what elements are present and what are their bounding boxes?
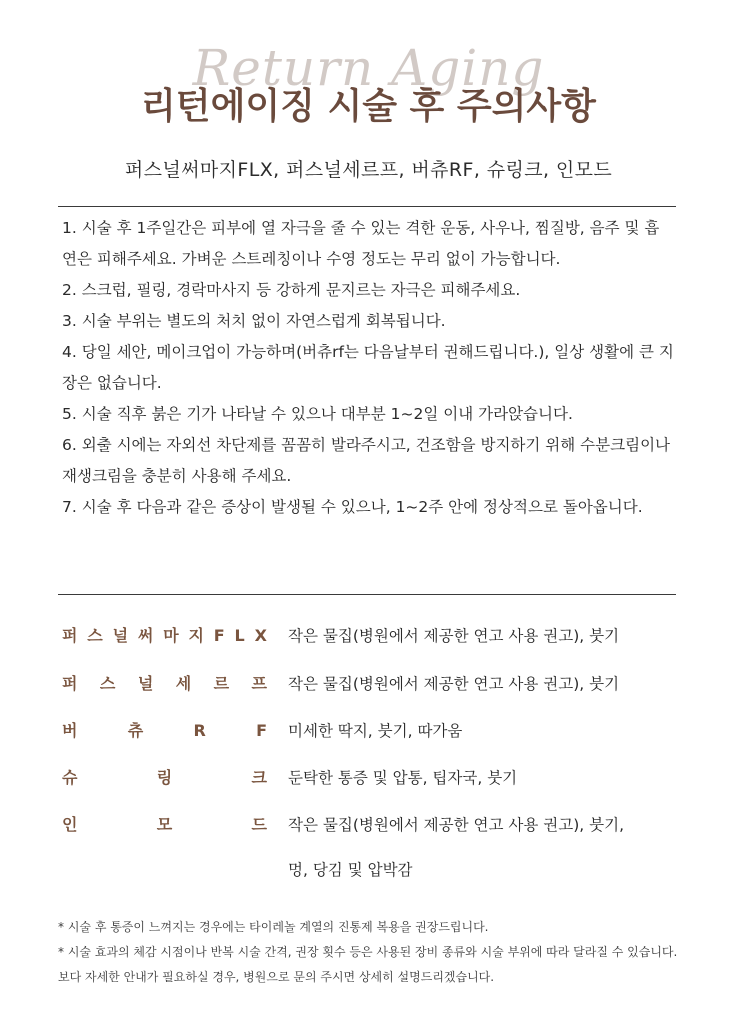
product-name-char: 링	[156, 768, 173, 787]
product-name-char: F	[256, 721, 267, 740]
precaution-notes	[62, 213, 674, 523]
product-name-char: 스	[99, 674, 116, 693]
footnotes	[58, 915, 680, 990]
note-item: 1. 시술 후 1주일간은 피부에 열 자극을 줄 수 있는 격한 운동, 사우나, 찜질방, 음주 및 흡연은 피해주세요. 가벼운 스트레칭이나 수영 정도는 무리 없이 가능합니다.	[62, 219, 660, 268]
product-name-char: 모	[156, 815, 173, 834]
product-effect: 작은 물집(병원에서 제공한 연고 사용 권고), 붓기,	[288, 816, 624, 834]
product-row	[62, 621, 682, 651]
product-name-char: 프	[251, 674, 267, 693]
product-name-char: F	[213, 626, 225, 645]
product-name-char: 퍼	[62, 626, 78, 645]
product-row	[62, 669, 682, 699]
product-name	[62, 669, 267, 699]
product-effect: 둔탁한 통증 및 압통, 팁자국, 붓기	[288, 769, 518, 787]
product-name-char: L	[234, 626, 245, 645]
product-name-char: 크	[251, 768, 267, 787]
footnote-item: * 시술 효과의 체감 시점이나 반복 시술 간격, 권장 횟수 등은 사용된 장비 종류와 시술 부위에 따라 달라질 수 있습니다. 보다 자세한 안내가 필요하실 경우, 병원으로 문의 주시면 상세히 설명드리겠습니다.	[58, 945, 678, 984]
product-name-char: 드	[251, 815, 267, 834]
product-name-char: 츄	[127, 721, 144, 740]
product-row	[62, 763, 682, 793]
product-effect: 작은 물집(병원에서 제공한 연고 사용 권고), 붓기	[288, 675, 620, 693]
product-name-char: 세	[175, 674, 192, 693]
return-aging-watermark: Return Aging	[192, 39, 545, 97]
product-name	[62, 621, 267, 651]
product-name-char: R	[193, 721, 206, 740]
footnote-item: * 시술 후 통증이 느껴지는 경우에는 타이레놀 계열의 진통제 복용을 권장드립니다.	[58, 920, 489, 934]
product-name-char: 널	[137, 674, 154, 693]
product-name-char: 인	[62, 815, 78, 834]
product-name-char: 슈	[62, 768, 78, 787]
note-item: 5. 시술 직후 붉은 기가 나타날 수 있으나 대부분 1~2일 이내 가라앉습니다.	[62, 405, 573, 423]
product-name-char: 써	[137, 626, 154, 645]
product-name-char: 스	[87, 626, 103, 645]
note-item: 2. 스크럽, 필링, 경락마사지 등 강하게 문지르는 자극은 피해주세요.	[62, 281, 521, 299]
product-name	[62, 810, 267, 840]
product-name-char: 마	[163, 626, 179, 645]
product-name	[62, 716, 267, 746]
product-effect: 미세한 딱지, 붓기, 따가움	[288, 722, 463, 740]
page-title: 리턴에이징 시술 후 주의사항	[141, 86, 596, 127]
treatment-list-subtitle: 퍼스널써마지FLX, 퍼스널세르프, 버츄RF, 슈링크, 인모드	[124, 159, 613, 181]
product-name	[62, 763, 267, 793]
product-name-char: 르	[213, 674, 230, 693]
product-row	[62, 810, 682, 840]
note-item: 3. 시술 부위는 별도의 처치 없이 자연스럽게 회복됩니다.	[62, 312, 446, 330]
product-row-continued	[62, 855, 682, 885]
top-divider	[58, 206, 676, 207]
product-name-char: 퍼	[62, 674, 78, 693]
product-effect: 작은 물집(병원에서 제공한 연고 사용 권고), 붓기	[288, 627, 620, 645]
note-item: 4. 당일 세안, 메이크업이 가능하며(버츄rf는 다음날부터 권해드립니다.), 일상 생활에 큰 지장은 없습니다.	[62, 343, 674, 392]
product-name-char: 버	[62, 721, 78, 740]
product-name-char: 지	[188, 626, 204, 645]
product-name-char: X	[254, 626, 267, 645]
note-item: 7. 시술 후 다음과 같은 증상이 발생될 수 있으나, 1~2주 안에 정상적으로 돌아옵니다.	[62, 498, 643, 516]
note-item: 6. 외출 시에는 자외선 차단제를 꼼꼼히 발라주시고, 건조함을 방지하기 위해 수분크림이나 재생크림을 충분히 사용해 주세요.	[62, 436, 671, 485]
middle-divider	[58, 594, 676, 595]
product-name-char: 널	[112, 626, 129, 645]
product-row	[62, 716, 682, 746]
product-effect-continued: 멍, 당김 및 압박감	[288, 861, 413, 879]
